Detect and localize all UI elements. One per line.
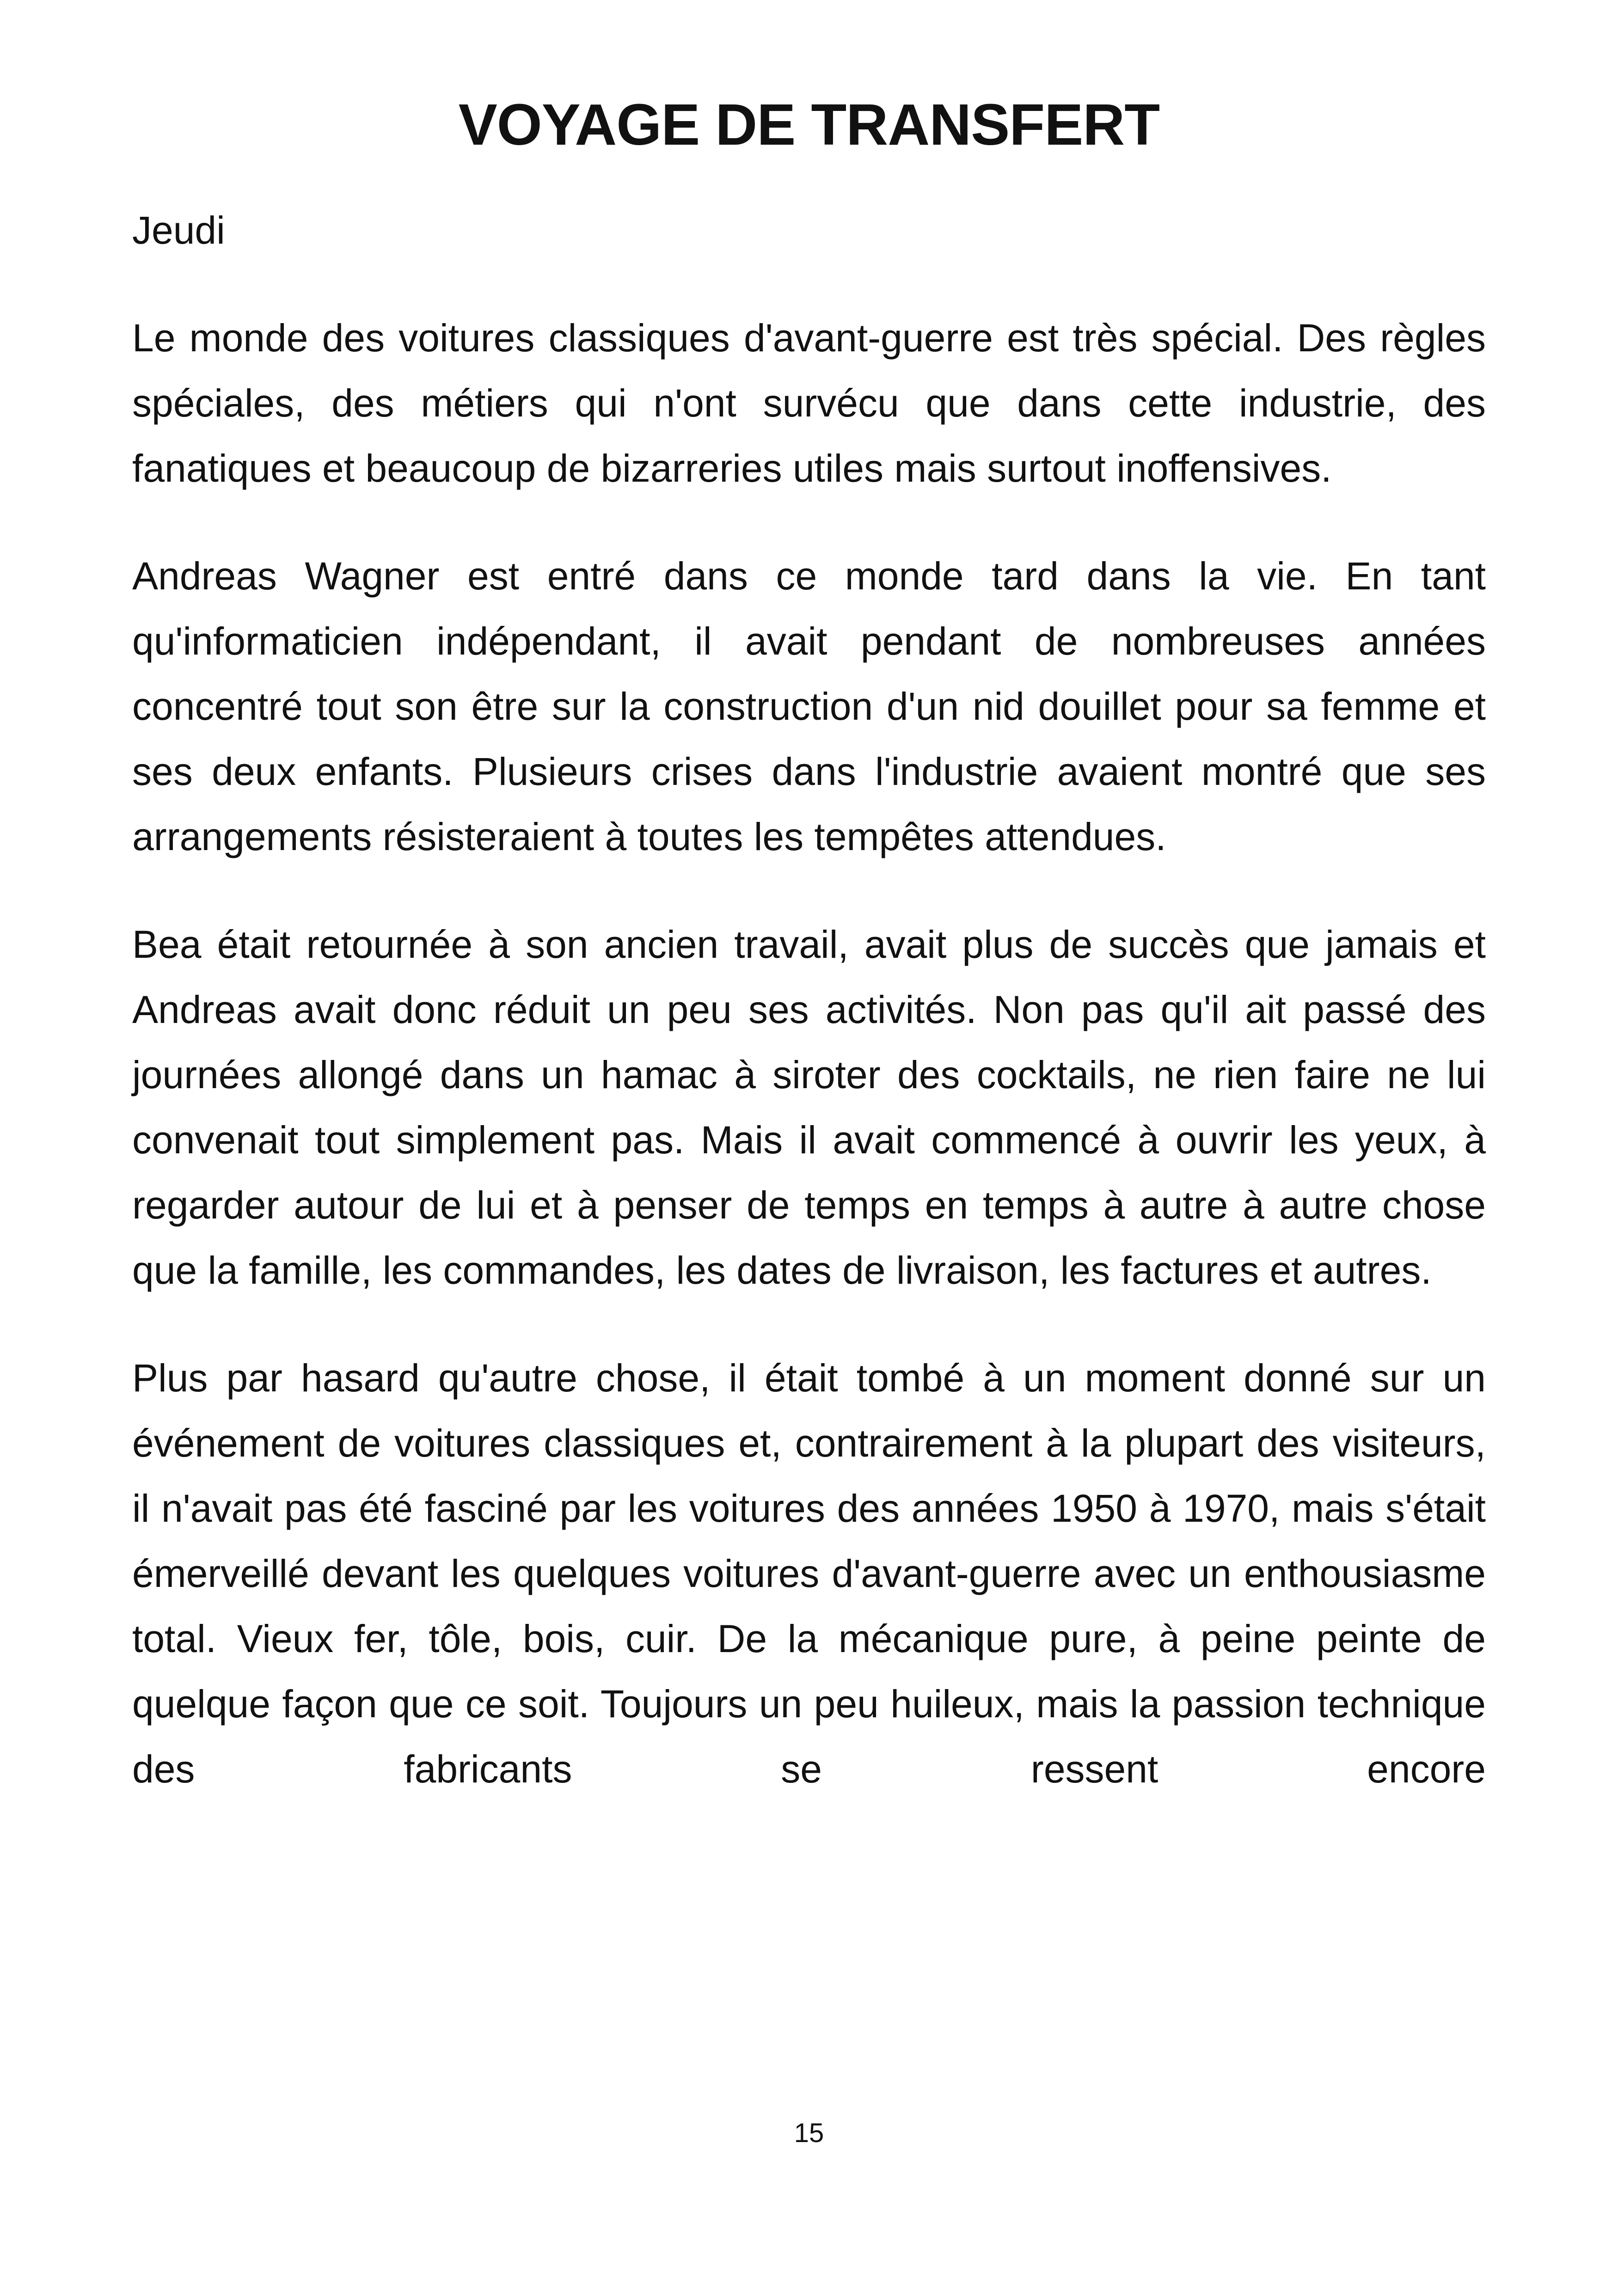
paragraph-2: Andreas Wagner est entré dans ce monde tard dans la vie. En tant qu'informaticien indépendant, il avait pendant de nombreuses années concentré tout son être sur la construction d'un nid douillet pour sa femme et ses deux enfants. Plusieurs crises dans l'industrie avaient montré que ses arrangements résisteraient à toutes les tempêtes attendues. — [132, 554, 1486, 858]
paragraph-3: Bea était retournée à son ancien travail, avait plus de succès que jamais et Andreas avait donc réduit un peu ses activités. Non pas qu'il ait passé des journées allongé dans un hamac à siroter des cocktails, ne rien faire ne lui convenait tout simplement pas. Mais il avait commencé à ouvrir les yeux, à regarder autour de lui et à penser de temps en temps à autre à autre chose que la famille, les commandes, les dates de livraison, les factures et autres. — [132, 923, 1486, 1292]
page-number: 15 — [794, 2118, 824, 2148]
paragraph-1: Le monde des voitures classiques d'avant-guerre est très spécial. Des règles spéciales, des métiers qui n'ont survécu que dans cette industrie, des fanatiques et beaucoup de bizarreries utiles mais surtout inoffensives. — [132, 316, 1486, 490]
text-body — [132, 198, 1486, 1802]
paragraph-4: Plus par hasard qu'autre chose, il était tombé à un moment donné sur un événement de voitures classiques et, contrairement à la plupart des visiteurs, il n'avait pas été fasciné par les voitures des années 1950 à 1970, mais s'était émerveillé devant les quelques voitures d'avant-guerre avec un enthousiasme total. Vieux fer, tôle, bois, cuir. De la mécanique pure, à peine peinte de quelque façon que ce soit. Toujours un peu huileux, mais la passion technique des fabricants se ressent encore — [132, 1356, 1486, 1791]
day-heading: Jeudi — [132, 208, 225, 252]
chapter-title: VOYAGE DE TRANSFERT — [458, 92, 1160, 157]
